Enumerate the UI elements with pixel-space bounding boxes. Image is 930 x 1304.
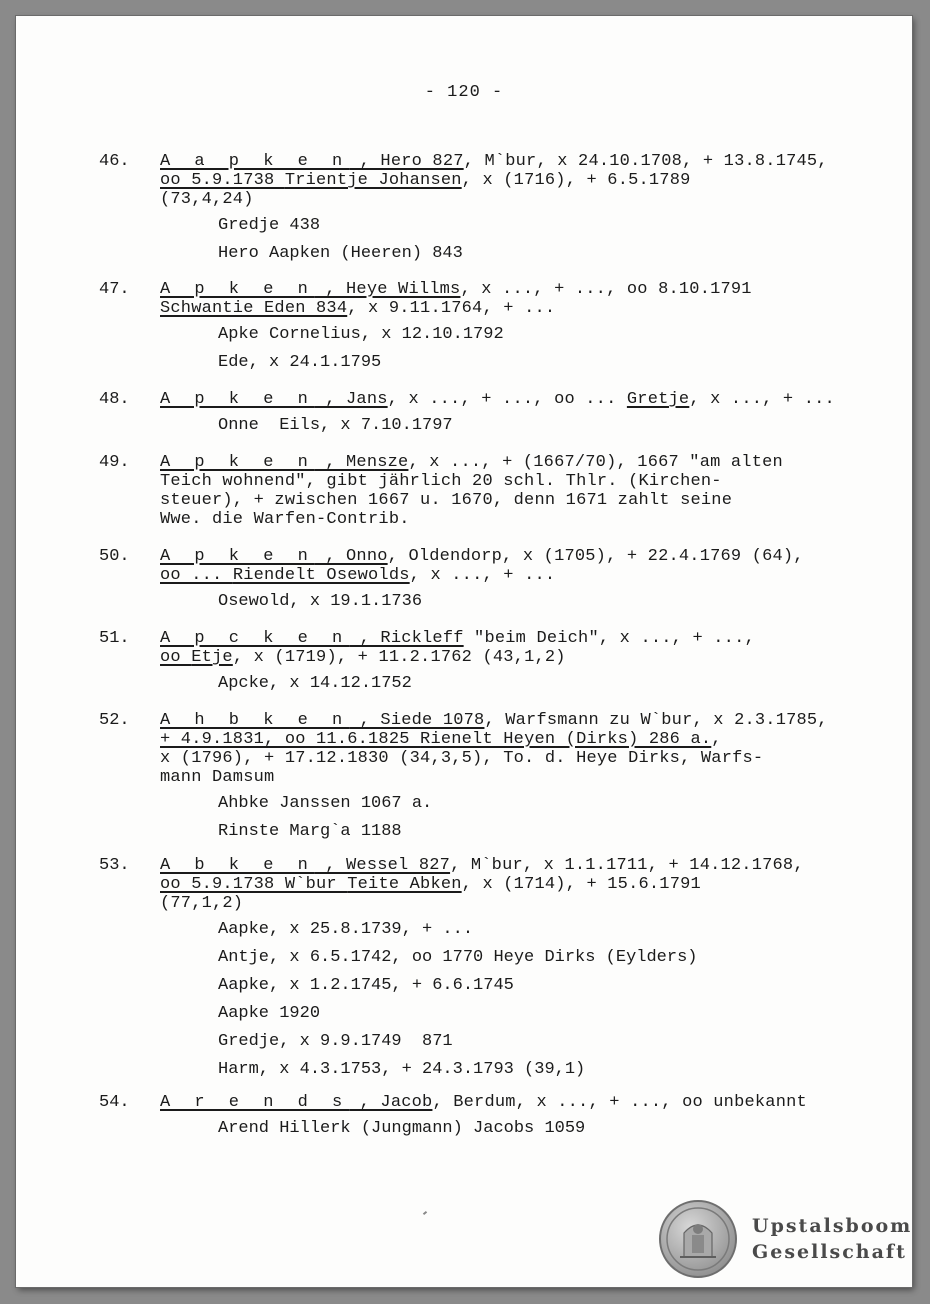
entry-body <box>160 390 840 440</box>
child-entry: Apcke, x 14.12.1752 <box>218 674 412 693</box>
entry-text: steuer), + zwischen 1667 u. 1670, denn 1671 zahlt seine <box>160 491 733 510</box>
entry-text: , x ..., + ..., oo ... <box>387 390 627 409</box>
child-entry: Aapke, x 1.2.1745, + 6.6.1745 <box>218 976 514 995</box>
underlined-name: oo 5.9.1738 <box>160 171 285 190</box>
entry-line <box>160 453 840 472</box>
entry-text: , Berdum, x ..., + ..., oo unbekannt <box>432 1093 807 1112</box>
entry-body <box>160 280 840 377</box>
child-entry: Harm, x 4.3.1753, + 24.3.1793 (39,1) <box>218 1060 586 1079</box>
child-entry: Antje, x 6.5.1742, oo 1770 Heye Dirks (Eylders) <box>218 948 698 967</box>
underlined-name: + 4.9.1831, oo 11.6.1825 <box>160 730 421 749</box>
underlined-name: Etje <box>191 648 233 667</box>
entry-line <box>160 171 840 190</box>
entry-text: x (1796), + 17.12.1830 (34,3,5), To. d. Heye Dirks, Warfs- <box>160 749 764 768</box>
entry-body <box>160 547 840 616</box>
underlined-name: A r e n d s <box>160 1093 350 1112</box>
underlined-name: A p k e n <box>160 390 315 409</box>
entry-number: 47. <box>99 280 130 299</box>
underlined-name: A h b k e n <box>160 711 350 730</box>
underlined-name: A p c k e n <box>160 629 350 648</box>
underlined-name: , Heye Willms <box>314 280 461 299</box>
underlined-name: Teite Abken <box>347 875 462 894</box>
underlined-name: , Jacob <box>349 1093 433 1112</box>
page-number: - 120 - <box>424 83 504 102</box>
entry-text: , M`bur, x 24.10.1708, + 13.8.1745, <box>463 152 828 171</box>
underlined-name: Rienelt Heyen (Dirks) 286 a. <box>420 730 712 749</box>
underlined-name: A p k e n <box>160 453 315 472</box>
child-entry: Gredje 438 <box>218 216 321 235</box>
entry-line <box>160 390 840 409</box>
entry-text: , Warfsmann zu W`bur, x 2.3.1785, <box>484 711 828 730</box>
entry-line <box>160 749 840 768</box>
entry-text: "beim Deich", x ..., + ..., <box>463 629 755 648</box>
underlined-name: A p k e n <box>160 547 315 566</box>
entry-number: 51. <box>99 629 130 648</box>
entry-body <box>160 152 840 268</box>
entry-line <box>160 768 840 787</box>
child-entry: Rinste Marg`a 1188 <box>218 822 402 841</box>
underlined-name: , Rickleff <box>349 629 464 648</box>
child-entry: Osewold, x 19.1.1736 <box>218 592 423 611</box>
entry-line <box>160 648 840 667</box>
entry-text: , x 9.11.1764, + ... <box>347 299 556 318</box>
underlined-name: , Wessel 827 <box>314 856 451 875</box>
entry-body <box>160 711 840 846</box>
document-page <box>16 16 912 1287</box>
underlined-name: oo 5.9.1738 W`bur <box>160 875 348 894</box>
entry-text: , x (1719), + 11.2.1762 (43,1,2) <box>232 648 566 667</box>
entry-number: 52. <box>99 711 130 730</box>
underlined-name: , Mensze <box>314 453 409 472</box>
child-entry: Arend Hillerk (Jungmann) Jacobs 1059 <box>218 1119 586 1138</box>
entry-text: , M`bur, x 1.1.1711, + 14.12.1768, <box>450 856 804 875</box>
entry-line <box>160 190 840 209</box>
entry-body <box>160 856 840 1084</box>
entry-text: , x ..., + ..., oo 8.10.1791 <box>460 280 752 299</box>
logo-line-2: Gesellschaft <box>752 1241 907 1263</box>
entry-number: 54. <box>99 1093 130 1112</box>
child-entry: Aapke 1920 <box>218 1004 321 1023</box>
child-entry: Apke Cornelius, x 12.10.1792 <box>218 325 504 344</box>
underlined-name: oo <box>160 648 192 667</box>
entry-number: 53. <box>99 856 130 875</box>
entry-text: mann Damsum <box>160 768 275 787</box>
entry-body <box>160 1093 840 1143</box>
entry-number: 46. <box>99 152 130 171</box>
entry-line <box>160 547 840 566</box>
entry-line <box>160 894 840 913</box>
underlined-name: A p k e n <box>160 280 315 299</box>
entry-line <box>160 1093 840 1112</box>
entry-line <box>160 629 840 648</box>
society-logo <box>658 1199 912 1279</box>
underlined-name: , Jans <box>314 390 388 409</box>
entry-text: , <box>711 730 722 749</box>
entry-text: , x (1716), + 6.5.1789 <box>461 171 691 190</box>
underlined-name: A b k e n <box>160 856 315 875</box>
underlined-name: , Onno <box>314 547 388 566</box>
entry-text: , Oldendorp, x (1705), + 22.4.1769 (64), <box>387 547 804 566</box>
entry-line <box>160 152 840 171</box>
stray-mark <box>423 1211 427 1215</box>
entry-line <box>160 510 840 529</box>
entry-number: 48. <box>99 390 130 409</box>
child-entry: Aapke, x 25.8.1739, + ... <box>218 920 474 939</box>
entry-text: , x ..., + (1667/70), 1667 "am alten <box>408 453 783 472</box>
entry-text: , x ..., + ... <box>409 566 556 585</box>
entry-text: (77,1,2) <box>160 894 244 913</box>
child-entry: Ede, x 24.1.1795 <box>218 353 382 372</box>
entry-body <box>160 629 840 698</box>
entry-line <box>160 856 840 875</box>
logo-line-1: Upstalsboom <box>752 1215 913 1237</box>
entry-number: 49. <box>99 453 130 472</box>
entry-number: 50. <box>99 547 130 566</box>
underlined-name: oo ... <box>160 566 233 585</box>
entry-text: , x (1714), + 15.6.1791 <box>461 875 701 894</box>
entry-line <box>160 711 840 730</box>
entry-line <box>160 299 840 318</box>
entry-line <box>160 730 840 749</box>
entry-text: Teich wohnend", gibt jährlich 20 schl. Thlr. (Kirchen- <box>160 472 722 491</box>
child-entry: Onne Eils, x 7.10.1797 <box>218 416 453 435</box>
entry-text: (73,4,24) <box>160 190 254 209</box>
child-entry: Hero Aapken (Heeren) 843 <box>218 244 463 263</box>
underlined-name: A a p k e n <box>160 152 350 171</box>
child-entry: Gredje, x 9.9.1749 871 <box>218 1032 453 1051</box>
entry-line <box>160 472 840 491</box>
entry-line <box>160 280 840 299</box>
underlined-name: , Siede 1078 <box>349 711 485 730</box>
entry-text: Wwe. die Warfen-Contrib. <box>160 510 410 529</box>
underlined-name: , Hero 827 <box>349 152 464 171</box>
entry-line <box>160 566 840 585</box>
entry-text: , x ..., + ... <box>689 390 835 409</box>
entry-line <box>160 875 840 894</box>
child-entry: Ahbke Janssen 1067 a. <box>218 794 433 813</box>
underlined-name: Trientje Johansen <box>284 171 462 190</box>
underlined-name: Gretje <box>626 390 690 409</box>
entry-line <box>160 491 840 510</box>
underlined-name: Riendelt Osewolds <box>232 566 410 585</box>
seal-icon <box>658 1199 738 1279</box>
underlined-name: Schwantie Eden 834 <box>160 299 348 318</box>
entry-body <box>160 453 840 529</box>
